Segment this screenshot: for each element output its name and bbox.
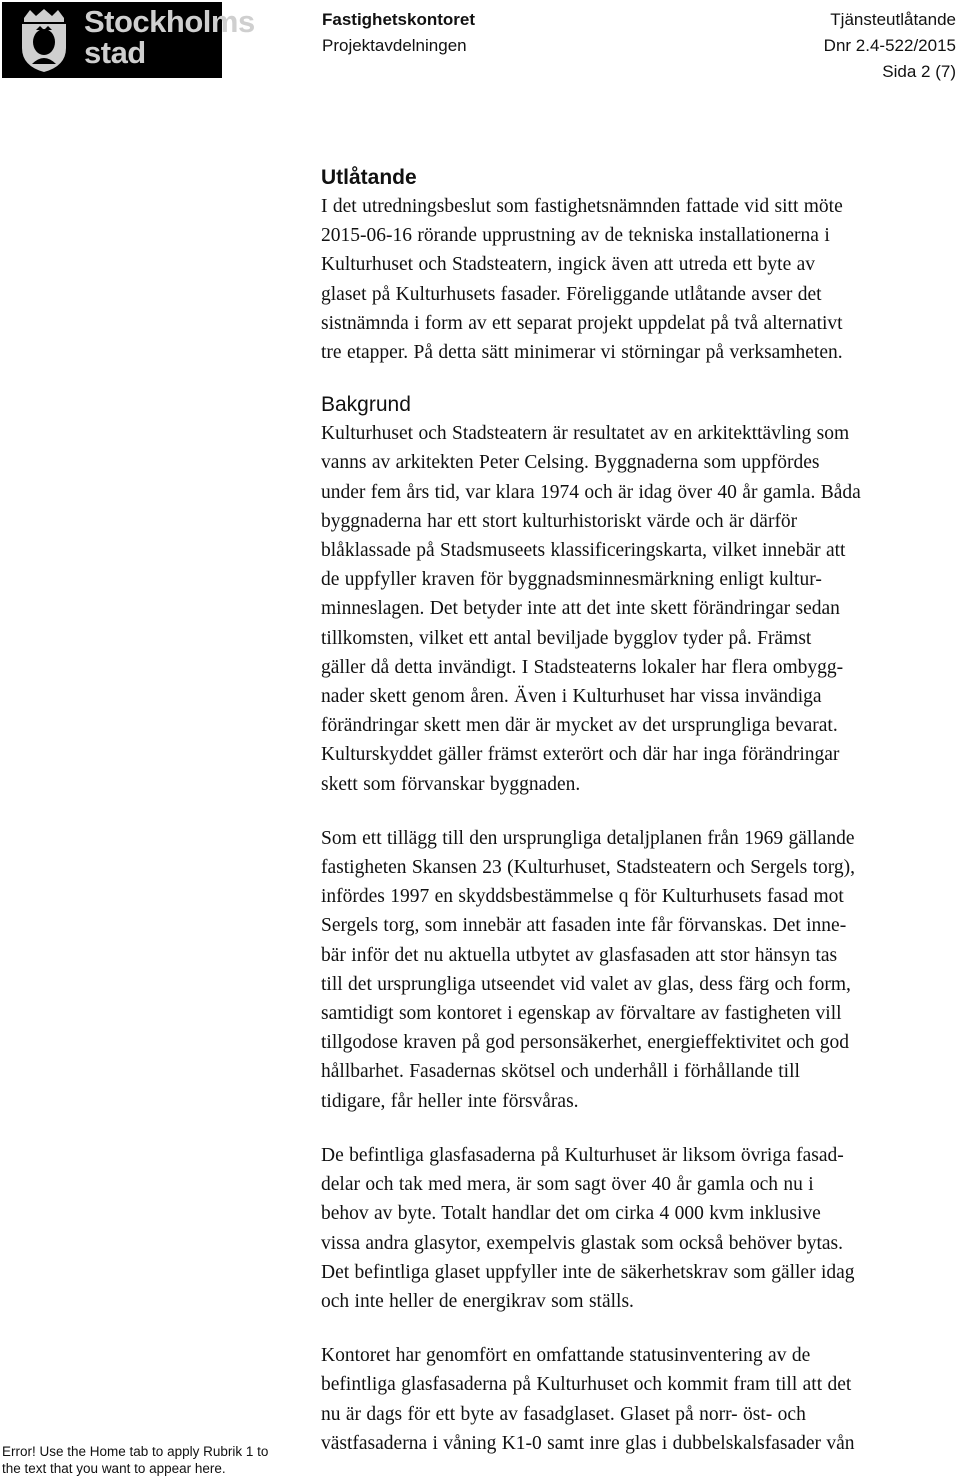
text-line: Som ett tillägg till den ursprungliga detaljplanen från 1969 gällande <box>321 827 855 849</box>
text-line: Sergels torg, som innebär att fasaden inte får förvanskas. Det inne- <box>321 915 847 937</box>
text-line: tidigare, får heller inte försvåras. <box>321 1090 579 1112</box>
text-line: Kulturhuset och Stadsteatern, ingick även att utreda ett byte av <box>321 254 816 276</box>
text-line: och inte heller de energikrav som ställs. <box>321 1290 634 1312</box>
text-line: Kulturhuset och Stadsteatern är resultatet av en arkitekttävling som <box>321 423 850 445</box>
text-line: västfasaderna i våning K1-0 samt inre glas i dubbelskalsfasader vån <box>321 1432 855 1454</box>
text-line: vissa andra glasytor, exempelvis glastak som också behöver bytas. <box>321 1232 844 1254</box>
text-line: tillkomsten, vilket ett antal beviljade bygglov tyder på. Främst <box>321 627 812 649</box>
heading-bakgrund: Bakgrund <box>321 393 411 417</box>
text-line: 2015-06-16 rörande upprustning av de tekniska installationerna i <box>321 225 830 247</box>
city-crest-icon <box>10 8 78 74</box>
footer-error-note <box>2 1443 302 1477</box>
text-line: förändringar skett men där är mycket av det ursprungliga bevarat. <box>321 715 838 737</box>
text-line: fastigheten Skansen 23 (Kulturhuset, Stadsteatern och Sergels torg), <box>321 857 856 879</box>
text-line: tre etapper. På detta sätt minimerar vi störningar på verksamheten. <box>321 342 843 364</box>
footer-line-1: Error! Use the Home tab to apply Rubrik 1 to <box>2 1444 269 1459</box>
logo-wordmark <box>84 4 255 70</box>
heading-utlatande: Utlåtande <box>321 166 417 189</box>
text-line: skett som förvanskar byggnaden. <box>321 773 581 795</box>
logo-text-line1: Stockholms <box>84 4 255 39</box>
header-left <box>322 7 475 59</box>
text-line: minneslagen. Det betyder inte att det inte skett förändringar sedan <box>321 598 840 620</box>
text-line: byggnaderna har ett stort kulturhistoriskt värde och är därför <box>321 510 798 532</box>
paragraph-bakgrund-1 <box>321 419 957 799</box>
division-name: Projektavdelningen <box>322 36 467 55</box>
text-line: blåklassade på Stadsmuseets klassificeringskarta, vilket innebär att <box>321 540 846 562</box>
text-line: Kulturskyddet gäller främst exterört och där har inga förändringar <box>321 744 840 766</box>
text-line: De befintliga glasfasaderna på Kulturhuset är liksom övriga fasad- <box>321 1144 844 1166</box>
paragraph-bakgrund-2 <box>321 824 957 1116</box>
text-line: I det utredningsbeslut som fastighetsnämnden fattade vid sitt möte <box>321 196 843 217</box>
text-line: under fem års tid, var klara 1974 och är idag över 40 år gamla. Båda <box>321 481 861 503</box>
stockholms-stad-logo <box>2 2 255 78</box>
text-line: nader skett genom åren. Även i Kulturhuset har vissa invändiga <box>321 686 822 708</box>
text-line: bär inför det nu aktuella utbytet av glasfasaden att stor hänsyn tas <box>321 944 838 966</box>
text-line: vanns av arkitekten Peter Celsing. Byggnaderna som uppfördes <box>321 452 820 474</box>
paragraph-bakgrund-4 <box>321 1341 957 1458</box>
paragraph-bakgrund-3 <box>321 1141 957 1316</box>
document-type: Tjänsteutlåtande <box>830 10 956 29</box>
text-line: Det befintliga glaset uppfyller inte de säkerhetskrav som gäller idag <box>321 1261 855 1283</box>
text-line: tillgodose kraven på god personsäkerhet, energieffektivitet och god <box>321 1032 850 1054</box>
text-line: hållbarhet. Fasadernas skötsel och underhåll i förhållande till <box>321 1061 800 1083</box>
department-name: Fastighetskontoret <box>322 10 476 29</box>
document-number: Dnr 2.4-522/2015 <box>823 36 956 55</box>
document-body <box>321 164 957 1458</box>
header-right <box>824 7 956 85</box>
paragraph-utlatande <box>321 192 957 367</box>
footer-line-2: the text that you want to appear here. <box>2 1461 226 1476</box>
text-line: samtidigt som kontoret i egenskap av förvaltare av fastigheten vill <box>321 1003 842 1025</box>
text-line: delar och tak med mera, är som sagt över 40 år gamla och nu i <box>321 1174 814 1196</box>
text-line: de uppfyller kraven för byggnadsminnesmärkning enligt kultur- <box>321 569 822 591</box>
text-line: gäller då detta invändigt. I Stadsteaterns lokaler har flera ombygg- <box>321 656 844 678</box>
text-line: till det ursprungliga utseendet vid valet av glas, dess färg och form, <box>321 973 851 995</box>
logo-text-line2: stad <box>84 35 146 70</box>
text-line: sistnämnda i form av ett separat projekt uppdelat på två alternativt <box>321 312 843 334</box>
text-line: nu är dags för ett byte av fasadglaset. Glaset på norr- öst- och <box>321 1403 806 1425</box>
page-number: Sida 2 (7) <box>882 62 956 81</box>
text-line: Kontoret har genomfört en omfattande statusinventering av de <box>321 1345 811 1367</box>
text-line: infördes 1997 en skyddsbestämmelse q för Kulturhusets fasad mot <box>321 886 844 908</box>
text-line: befintliga glasfasaderna på Kulturhuset och kommit fram till att det <box>321 1374 852 1396</box>
text-line: behov av byte. Totalt handlar det om cirka 4 000 kvm inklusive <box>321 1203 821 1225</box>
text-line: glaset på Kulturhusets fasader. Föreliggande utlåtande avser det <box>321 283 822 305</box>
